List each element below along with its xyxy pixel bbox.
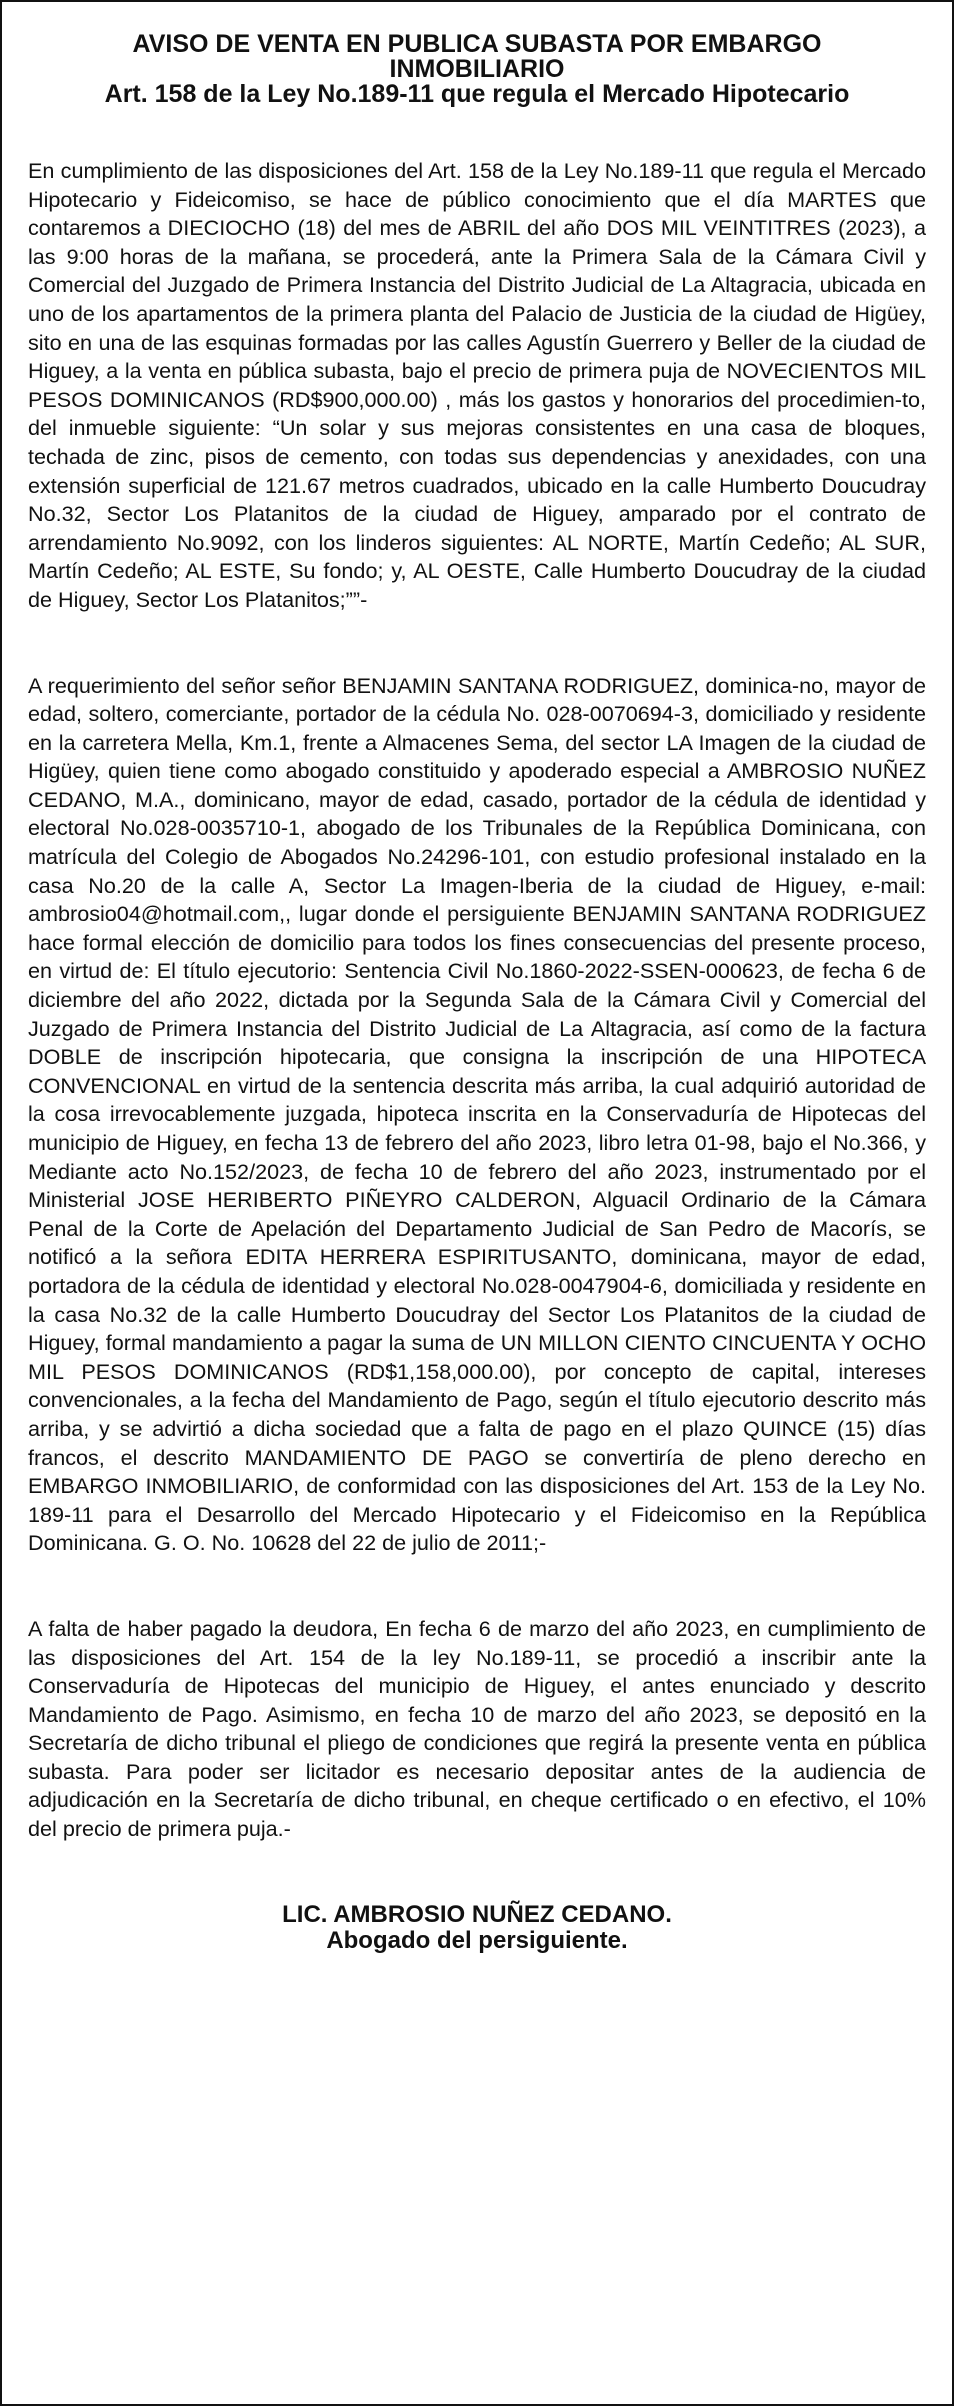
signature-role: Abogado del persiguiente.	[326, 1926, 628, 1954]
signature-block	[28, 1902, 926, 1954]
notice-title	[28, 32, 926, 107]
notice-body	[28, 157, 926, 1844]
signature-name: LIC. AMBROSIO NUÑEZ CEDANO.	[282, 1900, 672, 1928]
title-line-1: AVISO DE VENTA EN PUBLICA SUBASTA POR EMBARGO	[132, 30, 822, 58]
paragraph-requirement: A requerimiento del señor señor BENJAMIN SANTANA RODRIGUEZ, dominica-no, mayor de edad, soltero, comerciante, portador de la cédula No. 028-0070694-3, domiciliado y residente en la carretera Mella, Km.1, frente a Almacenes Sema, del sector LA Imagen de la ciudad de Higüey, quien tiene como abogado constituido y apoderado especial a AMBROSIO NUÑEZ CEDANO, M.A., dominicano, mayor de edad, casado, portador de la cédula de identidad y electoral No.028-0035710-1, abogado de los Tribunales de la República Dominicana, con matrícula del Colegio de Abogados No.24296-101, con estudio profesional instalado en la casa No.20 de la calle A, Sector La Imagen-Iberia de la ciudad de Higuey, e-mail: ambrosio04@hotmail.com,, lugar donde el persiguiente BENJAMIN SANTANA RODRIGUEZ hace formal elección de domicilio para todos los fines consecuencias del presente proceso, en virtud de: El título ejecutorio: Sentencia Civil No.1860-2022-SSEN-000623, de fecha 6 de diciembre del año 2022, dictada por la Segunda Sala de la Cámara Civil y Comercial del Juzgado de Primera Instancia del Distrito Judicial de La Altagracia, así como de la factura DOBLE de inscripción hipotecaria, que consigna la inscripción de una HIPOTECA CONVENCIONAL en virtud de la sentencia descrita más arriba, la cual adquirió autoridad de la cosa irrevocablemente juzgada, hipoteca inscrita en la Conservaduría de Hipotecas del municipio de Higuey, en fecha 13 de febrero del año 2023, libro letra 01-98, bajo el No.366, y Mediante acto No.152/2023, de fecha 10 de febrero del año 2023, instrumentado por el Ministerial JOSE HERIBERTO PIÑEYRO CALDERON, Alguacil Ordinario de la Cámara Penal de la Corte de Apelación del Departamento Judicial de San Pedro de Macorís, se notificó a la señora EDITA HERRERA ESPIRITUSANTO, dominicana, mayor de edad, portadora de la cédula de identidad y electoral No.028-0047904-6, domiciliada y residente en la casa No.32 de la calle Humberto Doucudray del Sector Los Platanitos de la ciudad de Higuey, formal mandamiento a pagar la suma de UN MILLON CIENTO CINCUENTA Y OCHO MIL PESOS DOMINICANOS (RD$1,158,000.00), por concepto de capital, intereses convencionales, a la fecha del Mandamiento de Pago, según el título ejecutorio descrito más arriba, y se advirtió a dicha sociedad que a falta de pago en el plazo QUINCE (15) días francos, el descrito MANDAMIENTO DE PAGO se convertiría de pleno derecho en EMBARGO INMOBILIARIO, de conformidad con las disposiciones del Art. 153 de la Ley No. 189-11 para el Desarrollo del Mercado Hipotecario y el Fideicomiso en la República Dominicana. G. O. No. 10628 del 22 de julio de 2011;-	[28, 672, 926, 1556]
title-line-3: Art. 158 de la Ley No.189-11 que regula el Mercado Hipotecario	[104, 80, 850, 108]
paragraph-non-payment: A falta de haber pagado la deudora, En fecha 6 de marzo del año 2023, en cumplimiento de las disposiciones del Art. 154 de la ley No.189-11, se procedió a inscribir ante la Conservaduría de Hipotecas del municipio de Higuey, el antes enunciado y descrito Mandamiento de Pago. Asimismo, en fecha 10 de marzo del año 2023, se depositó en la Secretaría de dicho tribunal el pliego de condiciones que regirá la presente venta en pública subasta. Para poder ser licitador es necesario depositar antes de la audiencia de adjudicación en la Secretaría de dicho tribunal, en cheque certificado o en efectivo, el 10% del precio de primera puja.-	[28, 1615, 926, 1842]
title-line-2: INMOBILIARIO	[389, 55, 565, 83]
paragraph-sale-announcement: En cumplimiento de las disposiciones del Art. 158 de la Ley No.189-11 que regula el Mercado Hipotecario y Fideicomiso, se hace de público conocimiento que el día MARTES que contaremos a DIECIOCHO (18) del mes de ABRIL del año DOS MIL VEINTITRES (2023), a las 9:00 horas de la mañana, se procederá, ante la Primera Sala de la Cámara Civil y Comercial del Juzgado de Primera Instancia del Distrito Judicial de La Altagracia, ubicada en uno de los apartamentos de la primera planta del Palacio de Justicia de la ciudad de Higüey, sito en una de las esquinas formadas por las calles Agustín Guerrero y Beller de la ciudad de Higuey, a la venta en pública subasta, bajo el precio de primera puja de NOVECIENTOS MIL PESOS DOMINICANOS (RD$900,000.00) , más los gastos y honorarios del procedimien-to, del inmueble siguiente: “Un solar y sus mejoras consistentes en una casa de bloques, techada de zinc, pisos de cemento, con todas sus dependencias y anexidades, con una extensión superficial de 121.67 metros cuadrados, ubicado en la calle Humberto Doucudray No.32, Sector Los Platanitos de la ciudad de Higuey, amparado por el contrato de arrendamiento No.9092, con los linderos siguientes: AL NORTE, Martín Cedeño; AL SUR, Martín Cedeño; AL ESTE, Su fondo; y, AL OESTE, Calle Humberto Doucudray de la ciudad de Higuey, Sector Los Platanitos;””-	[28, 158, 926, 612]
